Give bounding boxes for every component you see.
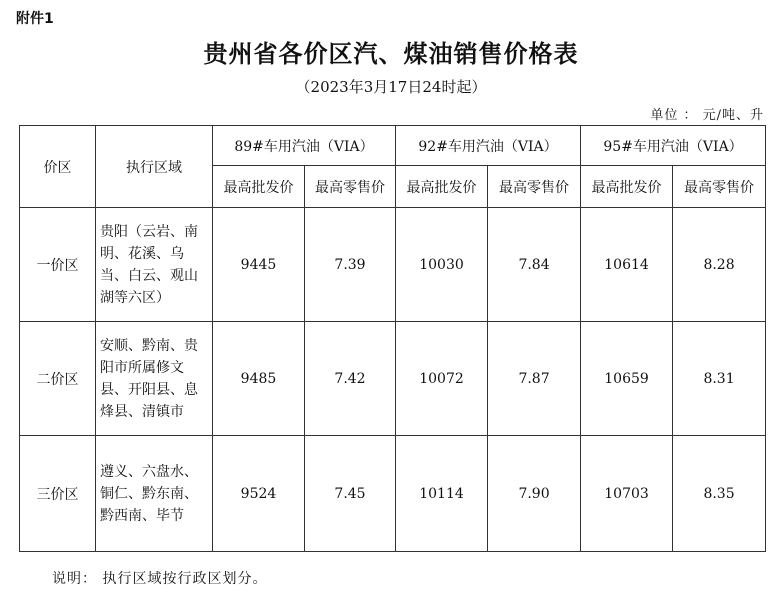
price-89-retail: 7.45 — [305, 436, 396, 552]
price-95-retail: 8.28 — [673, 208, 766, 322]
zone-cell: 一价区 — [20, 208, 96, 322]
header-92-wholesale: 最高批发价 — [396, 166, 488, 208]
header-row-fuels — [20, 126, 766, 166]
header-fuel-92: 92#车用汽油（VIA） — [396, 126, 581, 166]
header-95-retail: 最高零售价 — [673, 166, 766, 208]
zone-cell: 三价区 — [20, 436, 96, 552]
price-92-wholesale: 10030 — [396, 208, 488, 322]
unit-label: 单位 ： 元/吨、升 — [650, 108, 764, 123]
table-row — [20, 436, 766, 552]
price-table — [19, 125, 766, 552]
price-92-retail: 7.90 — [488, 436, 581, 552]
header-92-retail: 最高零售价 — [488, 166, 581, 208]
region-cell: 遵义、六盘水、铜仁、黔东南、黔西南、毕节 — [96, 436, 213, 552]
price-95-wholesale: 10614 — [581, 208, 673, 322]
page-title: 贵州省各价区汽、煤油销售价格表 — [203, 39, 579, 68]
price-89-wholesale: 9485 — [213, 322, 305, 436]
table-row — [20, 208, 766, 322]
header-89-wholesale: 最高批发价 — [213, 166, 305, 208]
price-92-wholesale: 10072 — [396, 322, 488, 436]
price-92-retail: 7.84 — [488, 208, 581, 322]
attachment-label: 附件1 — [16, 11, 54, 27]
header-zone: 价区 — [20, 126, 96, 208]
zone-cell: 二价区 — [20, 322, 96, 436]
price-92-wholesale: 10114 — [396, 436, 488, 552]
price-89-wholesale: 9524 — [213, 436, 305, 552]
footnote: 说明： 执行区域按行政区划分。 — [52, 571, 268, 587]
effective-date: （2023年3月17日24时起） — [295, 78, 487, 96]
price-95-wholesale: 10703 — [581, 436, 673, 552]
price-95-retail: 8.35 — [673, 436, 766, 552]
header-fuel-95: 95#车用汽油（VIA） — [581, 126, 766, 166]
price-95-retail: 8.31 — [673, 322, 766, 436]
region-cell: 贵阳（云岩、南明、花溪、乌当、白云、观山湖等六区） — [96, 208, 213, 322]
price-89-wholesale: 9445 — [213, 208, 305, 322]
price-95-wholesale: 10659 — [581, 322, 673, 436]
price-89-retail: 7.42 — [305, 322, 396, 436]
header-region: 执行区域 — [96, 126, 213, 208]
header-89-retail: 最高零售价 — [305, 166, 396, 208]
price-89-retail: 7.39 — [305, 208, 396, 322]
price-92-retail: 7.87 — [488, 322, 581, 436]
header-95-wholesale: 最高批发价 — [581, 166, 673, 208]
region-cell: 安顺、黔南、贵阳市所属修文县、开阳县、息烽县、清镇市 — [96, 322, 213, 436]
table-row — [20, 322, 766, 436]
header-fuel-89: 89#车用汽油（VIA） — [213, 126, 396, 166]
